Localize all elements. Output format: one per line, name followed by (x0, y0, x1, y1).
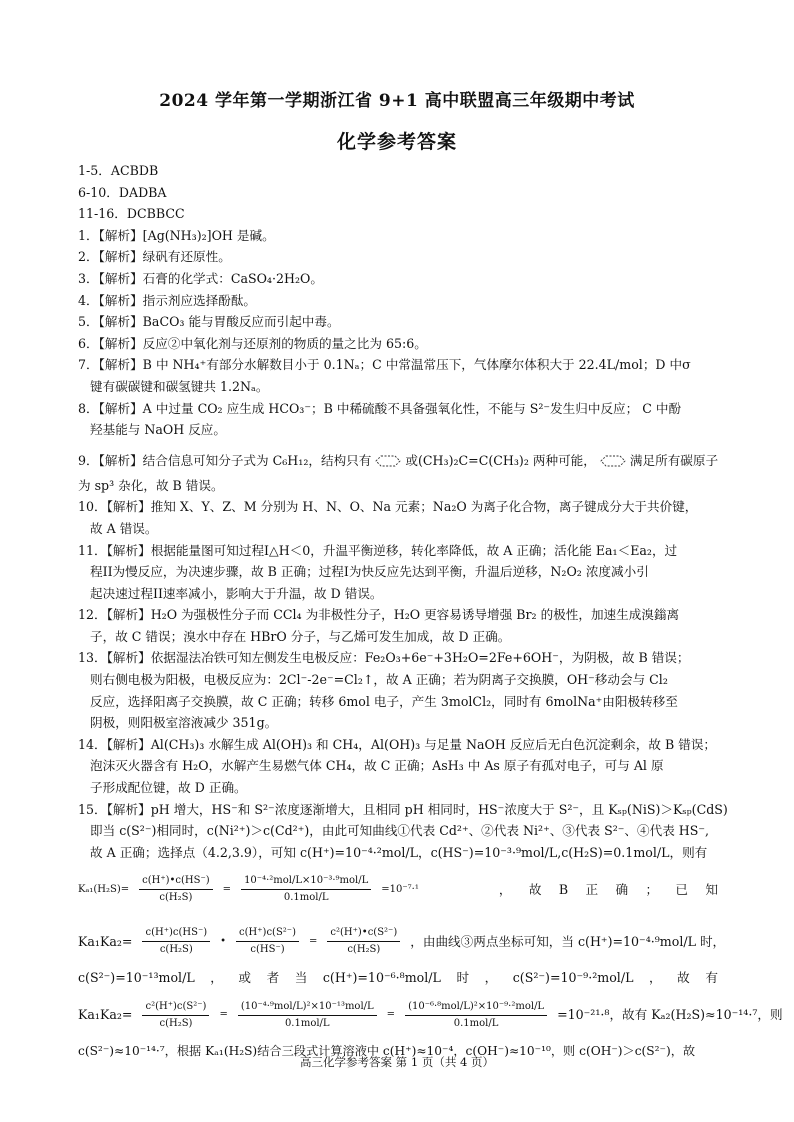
explanation-item: 13．【解析】依据湿法冶铁可知左侧发生电极反应：Fe₂O₃+6e⁻+3H₂O=2Fe+6OH⁻，为阴极，故 B 错误； (78, 650, 690, 666)
explanation-item: 11．【解析】根据能量图可知过程I△H＜0，升温平衡逆移，转化率降低，故 A 正确；活化能 Ea₁＜Ea₂，过 (78, 542, 678, 558)
explanation-item: 6．【解析】反应②中氧化剂与还原剂的物质的量之比为 65:6。 (78, 335, 427, 351)
explanation-item: 14．【解析】Al(CH₃)₃ 水解生成 Al(OH)₃ 和 CH₄，Al(OH)₃ 与足量 NaOH 反应后无白色沉淀剩余，故 B 错误； (78, 736, 717, 752)
fraction (142, 925, 210, 958)
explanation-continuation: 键有碳碳键和碳氢键共 1.2Nₐ。 (90, 378, 269, 394)
fraction-denominator: c(H₂S) (159, 1017, 193, 1029)
final-line: c(S²⁻)≈10⁻¹⁴·⁷，根据 Kₐ₁(H₂S)结合三段式计算溶液中 c(H⁺)≈10⁻⁴，c(OH⁻)≈10⁻¹⁰，则 c(OH⁻)＞c(S²⁻)，故 (78, 1044, 696, 1058)
equation-result: =10⁻⁷·¹ (381, 883, 419, 895)
fraction (236, 925, 299, 958)
fraction (327, 925, 400, 958)
explanation-item: 1．【解析】[Ag(NH₃)₂]OH 是碱。 (78, 227, 275, 243)
cyclohexane-structure-icon (375, 453, 401, 469)
explanation-continuation: 子，故 C 错误；溴水中存在 HBrO 分子，与乙烯可发生加成，故 D 正确。 (90, 628, 511, 644)
fraction (142, 999, 209, 1032)
explanation-continuation: 故 A 正确；选择点（4.2,3.9），可知 c(H⁺)=10⁻⁴·²mol/L，c(HS⁻)=10⁻³·⁹mol/L,c(H₂S)=0.1mol/L，则有 (90, 844, 708, 860)
fraction-numerator: c²(H⁺)•c(S²⁻) (327, 925, 400, 942)
explanation-item: 2．【解析】绿矾有还原性。 (78, 249, 231, 265)
equation-lhs: Ka₁Ka₂= (78, 933, 133, 949)
explanation-item: 4．【解析】指示剂应选择酚酞。 (78, 292, 257, 308)
explanation-item: 5．【解析】BaCO₃ 能与胃酸反应而引起中毒。 (78, 314, 340, 330)
explanation-item: 7．【解析】B 中 NH₄⁺有部分水解数目小于 0.1Nₐ；C 中常温常压下，气体摩尔体积大于 22.4L/mol；D 中σ (78, 357, 691, 373)
fraction-numerator: (10⁻⁶·⁸mol/L)²×10⁻⁹·²mol/L (405, 999, 547, 1016)
fraction-numerator: c(H⁺)•c(HS⁻) (139, 873, 213, 890)
page-subtitle: 化学参考答案 (336, 131, 457, 153)
fraction-denominator: 0.1mol/L (453, 1017, 499, 1029)
item9-text: 9．【解析】结合信息可知分子式为 C₆H₁₂，结构只有 (78, 452, 372, 468)
explanation-item: 8．【解析】A 中过量 CO₂ 应生成 HCO₃⁻；B 中稀硫酸不具备强氧化性，不能与 S²⁻发生归中反应； C 中酚 (78, 400, 682, 416)
explanation-continuation: 阴极，则阳极室溶液减少 351g。 (90, 715, 278, 731)
fraction (139, 873, 213, 906)
cyclohexane-structure-icon (600, 453, 626, 469)
explanation-item: 3．【解析】石膏的化学式：CaSO₄·2H₂O。 (78, 270, 323, 286)
explanation-continuation: 羟基能与 NaOH 反应。 (90, 422, 226, 438)
explanation-continuation: 子形成配位键，故 D 正确。 (90, 780, 247, 796)
explanation-continuation: 起决速过程II速率减小，影响大于升温，故 D 错误。 (90, 585, 383, 601)
answer-key-line: 6-10．DADBA (78, 184, 167, 200)
equation-trailing-text: =10⁻²¹·⁸，故有 Kₐ₂(H₂S)≈10⁻¹⁴·⁷，则 (557, 1007, 783, 1023)
explanation-continuation: 反应，选择阳离子交换膜，故 C 正确；转移 6mol 电子，产生 3molCl₂，同时有 6molNa⁺由阳极转移至 (90, 693, 678, 709)
fraction (241, 873, 371, 906)
explanation-item: 15．【解析】pH 增大，HS⁻和 S²⁻浓度逐渐增大，且相同 pH 相同时，HS⁻浓度大于 S²⁻，且 Kₛₚ(NiS)＞Kₛₚ(CdS) (78, 801, 728, 817)
page-title: 2024 学年第一学期浙江省 9+1 高中联盟高三年级期中考试 (159, 91, 635, 111)
fraction (238, 999, 377, 1032)
fraction (405, 999, 547, 1032)
document-body (78, 160, 783, 1063)
item9-text: 或(CH₃)₂C=C(CH₃)₂ 两种可能， (405, 452, 596, 468)
equation-lhs: Ka₁Ka₂= (78, 1007, 133, 1023)
equation-trailing-text: ， 故 B 正 确 ； 已 知 (498, 881, 718, 897)
equation-ka1: Kₐ₁(H₂S)= $\frac{c(H^+)•c(HS^-)}{\text{c(H₂S)}}$ = $\frac{\text{10⁻⁴·²mol/L×10⁻³·⁹mol/L}}{\text{0.1mol/L}}$ =10⁻⁷·¹ ， 故 B 正 确 ； 已 知 (78, 863, 718, 915)
equation-lhs: Kₐ₁(H₂S)= (78, 883, 130, 895)
fraction-numerator: 10⁻⁴·²mol/L×10⁻³·⁹mol/L (241, 873, 371, 890)
equation-ka1ka2-values: Ka₁Ka₂= $\frac{\text{c²(H⁺)c(S²⁻)}}{\text{c(H₂S)}}$ = $\frac{\text{(10⁻⁴·⁹mol/L)²×10⁻¹³mol/L}}{\text{0.1mol/L}}$ = $\frac{\text{(10⁻⁶·⁸mol/L)²×10⁻⁹·²mol/L}}{\text{0.1mol/L}}$ =10⁻²¹·⁸，故有 Kₐ₂(H₂S)≈10⁻¹⁴·⁷，则 (78, 989, 718, 1041)
explanation-item: 12．【解析】H₂O 为强极性分子而 CCl₄ 为非极性分子，H₂O 更容易诱导增强 Br₂ 的极性，加速生成溴鎓离 (78, 607, 680, 623)
explanation-item-9 (78, 447, 718, 475)
justified-line: c(S²⁻)=10⁻¹³mol/L ， 或 者 当 c(H⁺)=10⁻⁶·⁸mol/L 时 ， c(S²⁻)=10⁻⁹·²mol/L ， 故 有 (78, 970, 718, 986)
fraction-denominator: 0.1mol/L (283, 891, 329, 903)
fraction-denominator: 0.1mol/L (284, 1017, 330, 1029)
explanation-item: 10．【解析】推知 X、Y、Z、M 分别为 H、N、O、Na 元素；Na₂O 为离子化合物，离子键成分大于共价键， (78, 499, 698, 515)
fraction-numerator: c(H⁺)c(HS⁻) (142, 925, 210, 942)
explanation-continuation: 故 A 错误。 (90, 520, 158, 536)
explanation-continuation: 则右侧电极为阳极，电极反应为：2Cl⁻-2e⁻=Cl₂↑，故 A 正确；若为阴离子交换膜，OH⁻移动会与 Cl₂ (90, 672, 668, 688)
answer-key-line: 1-5．ACBDB (78, 163, 159, 178)
fraction-denominator: c(HS⁻) (250, 943, 285, 955)
equation-trailing-text: ，由曲线③两点坐标可知，当 c(H⁺)=10⁻⁴·⁹mol/L 时， (410, 933, 726, 949)
fraction-numerator: c²(H⁺)c(S²⁻) (142, 999, 209, 1016)
fraction-numerator: (10⁻⁴·⁹mol/L)²×10⁻¹³mol/L (238, 999, 377, 1016)
explanation-continuation: 程II为慢反应，为决速步骤，故 B 正确；过程I为快反应先达到平衡，升温后逆移，N₂O₂ 浓度减小引 (90, 564, 649, 580)
answer-key-line: 11-16．DCBBCC (78, 206, 185, 222)
explanation-continuation: 泡沫灭火器含有 H₂O，水解产生易燃气体 CH₄，故 C 正确；AsH₃ 中 As 原子有孤对电子，可与 Al 原 (90, 758, 664, 774)
fraction-denominator: c(H₂S) (159, 943, 193, 955)
fraction-denominator: c(H₂S) (159, 891, 193, 903)
fraction-numerator: c(H⁺)c(S²⁻) (236, 925, 299, 942)
item9-text: 满足所有碳原子 (629, 452, 719, 468)
explanation-continuation: 为 sp³ 杂化，故 B 错误。 (78, 477, 224, 493)
equation-ka1ka2: Ka₁Ka₂= $\frac{c(H^+)c(HS^-)}{\text{c(H₂S)}}$ • $\frac{\text{c(H⁺)c(S²⁻)}}{c(HS^-)}$ = $\frac{\text{c²(H⁺)•c(S²⁻)}}{\text{c(H₂S)}}$ ，由曲线③两点坐标可知，当 c(H⁺)=10⁻⁴·⁹mol/L 时， (78, 915, 718, 967)
explanation-continuation: 即当 c(S²⁻)相同时，c(Ni²⁺)＞c(Cd²⁺)，由此可知曲线①代表 Cd²⁺、②代表 Ni²⁺、③代表 S²⁻、④代表 HS⁻, (90, 823, 710, 839)
fraction-denominator: c(H₂S) (347, 943, 381, 955)
page-footer: 高三化学参考答案 第 1 页（共 4 页） (300, 1055, 494, 1069)
